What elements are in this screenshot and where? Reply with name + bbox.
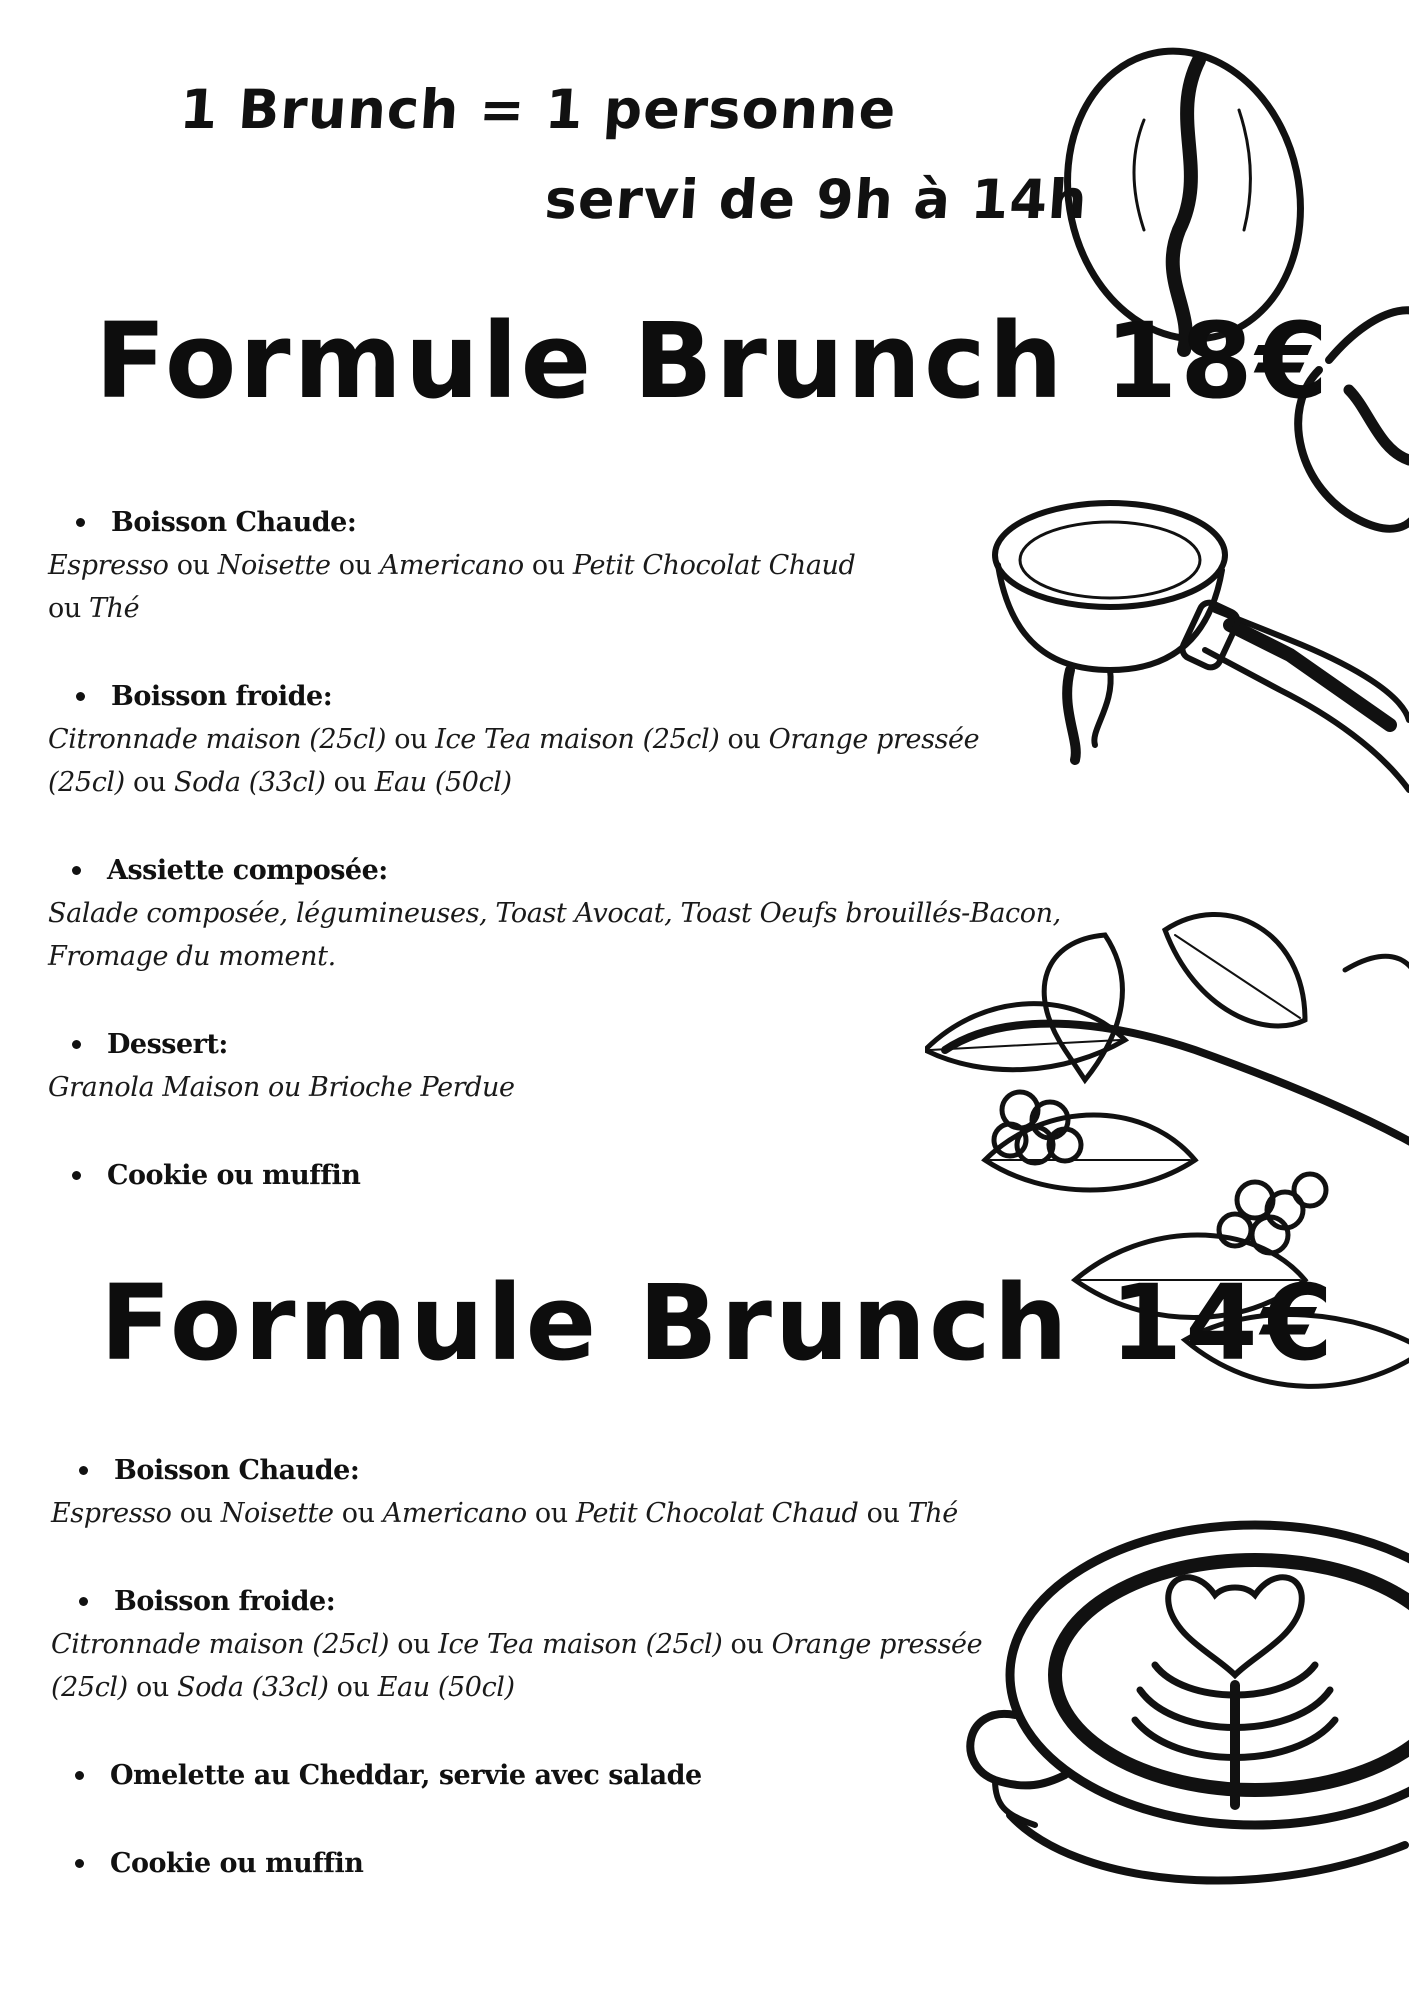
option-text: Noisette (217, 550, 331, 581)
extra-item-label: Cookie ou muffin (110, 1847, 364, 1879)
main-dish-label: Omelette au Cheddar, servie avec salade (110, 1759, 702, 1791)
option-text: Noisette (220, 1498, 334, 1529)
option-separator: ou (719, 724, 769, 755)
tagline-serving-hours: servi de 9h à 14h (542, 168, 1090, 231)
cold-drink-label: Boisson froide: (111, 680, 333, 712)
option-separator: ou (48, 593, 90, 624)
bullet-icon (72, 1040, 81, 1049)
option-separator: ou (386, 724, 436, 755)
option-separator: ou (127, 1672, 177, 1703)
cold-drink-label: Boisson froide: (114, 1585, 336, 1617)
option-text: Americano (382, 1498, 527, 1529)
option-text: Soda (33cl) (174, 767, 326, 798)
list-item (51, 1448, 1131, 1535)
option-separator: ou (328, 1672, 378, 1703)
list-item (51, 1841, 1131, 1885)
coffee-beans-icon (1049, 30, 1409, 550)
cold-drink-options (51, 1623, 1131, 1709)
option-text: Soda (33cl) (177, 1672, 329, 1703)
bullet-icon (79, 1466, 88, 1475)
bullet-icon (72, 1171, 81, 1180)
plate-line: Fromage du moment. (48, 941, 336, 972)
option-text: Eau (50cl) (377, 1672, 515, 1703)
bullet-icon (75, 1771, 84, 1780)
formula-2-section (51, 1448, 1131, 1929)
option-text: Citronnade maison (25cl) (51, 1629, 390, 1660)
option-separator: ou (389, 1629, 439, 1660)
option-text: Ice Tea maison (25cl) (438, 1629, 723, 1660)
hot-drink-label: Boisson Chaude: (111, 506, 357, 538)
hot-drink-label: Boisson Chaude: (114, 1454, 360, 1486)
plate-line: Salade composée, légumineuses, Toast Avocat, Toast Oeufs brouillés-Bacon, (48, 898, 1061, 929)
option-text: Thé (907, 1498, 958, 1529)
bullet-icon (76, 692, 85, 701)
bullet-icon (76, 518, 85, 527)
option-separator: ou (124, 767, 174, 798)
option-separator: ou (330, 550, 380, 581)
list-item (48, 500, 1128, 630)
option-separator: ou (171, 1498, 221, 1529)
option-text: Granola Maison ou Brioche Perdue (48, 1072, 515, 1103)
dessert-label: Dessert: (107, 1028, 228, 1060)
option-text: Espresso (48, 550, 169, 581)
dessert-options (48, 1066, 1128, 1109)
formula-2-title: Formule Brunch 14€ (100, 1262, 1336, 1384)
list-item (51, 1753, 1131, 1797)
option-separator: ou (523, 550, 573, 581)
option-text: Orange pressée (768, 724, 980, 755)
formula-1-title: Formule Brunch 18€ (95, 300, 1331, 422)
plate-description (48, 892, 1128, 978)
list-item (48, 1153, 1128, 1197)
option-text: Eau (50cl) (374, 767, 512, 798)
option-text: Citronnade maison (25cl) (48, 724, 387, 755)
bullet-icon (75, 1859, 84, 1868)
option-text: (25cl) (51, 1672, 128, 1703)
list-item (48, 848, 1128, 978)
option-text: (25cl) (48, 767, 125, 798)
bullet-icon (79, 1597, 88, 1606)
option-separator: ou (858, 1498, 908, 1529)
option-separator: ou (168, 550, 218, 581)
cold-drink-options (48, 718, 1128, 804)
hot-drink-options (48, 544, 1128, 630)
option-text: Orange pressée (771, 1629, 983, 1660)
bullet-icon (72, 866, 81, 875)
list-item (51, 1579, 1131, 1709)
option-text: Espresso (51, 1498, 172, 1529)
option-separator: ou (333, 1498, 383, 1529)
hot-drink-options (51, 1492, 1131, 1535)
option-separator: ou (325, 767, 375, 798)
option-text: Americano (379, 550, 524, 581)
option-separator: ou (722, 1629, 772, 1660)
plate-label: Assiette composée: (107, 854, 388, 886)
list-item (48, 674, 1128, 804)
list-item (48, 1022, 1128, 1109)
option-separator: ou (526, 1498, 576, 1529)
option-text: Petit Chocolat Chaud (575, 1498, 859, 1529)
extra-item-label: Cookie ou muffin (107, 1159, 361, 1191)
tagline-one-brunch-per-person: 1 Brunch = 1 personne (177, 78, 899, 141)
formula-1-section (48, 500, 1128, 1241)
option-text: Ice Tea maison (25cl) (435, 724, 720, 755)
option-text: Petit Chocolat Chaud (572, 550, 856, 581)
option-text: Thé (89, 593, 140, 624)
